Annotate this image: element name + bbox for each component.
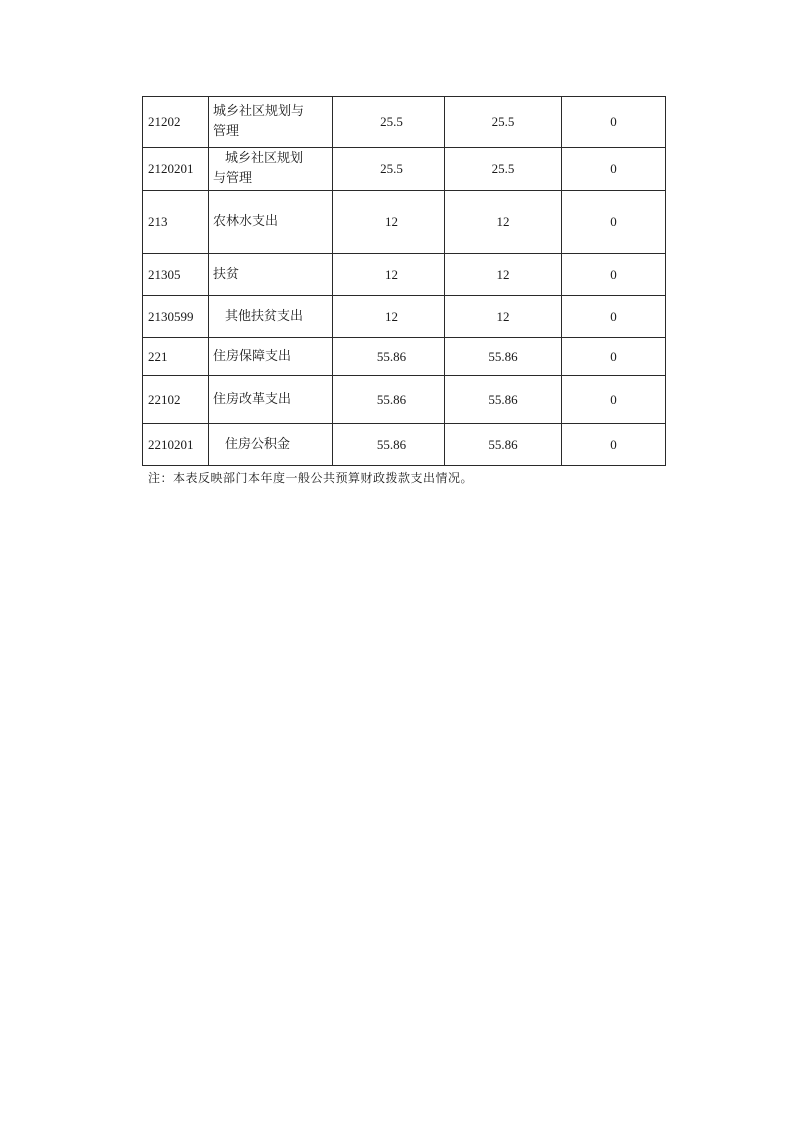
table-cell-basic: 12 [445,296,562,338]
table-row [143,148,666,191]
table-cell-code: 221 [143,338,209,376]
table-cell-total: 55.86 [333,338,445,376]
table-cell-basic: 12 [445,254,562,296]
table-row [143,338,666,376]
table-cell-project: 0 [562,424,666,466]
table-cell-total: 25.5 [333,148,445,191]
table-cell-code: 21202 [143,97,209,148]
table-cell-total: 12 [333,296,445,338]
table-cell-code: 22102 [143,376,209,424]
table-cell-basic: 12 [445,191,562,254]
table-row [143,191,666,254]
expenditure-table [142,96,666,466]
table-cell-basic: 25.5 [445,97,562,148]
table-cell-project: 0 [562,376,666,424]
table-cell-name: 其他扶贫支出 [209,296,333,338]
table-cell-basic: 25.5 [445,148,562,191]
table-cell-project: 0 [562,338,666,376]
table-cell-name: 农林水支出 [209,191,333,254]
table-cell-code: 213 [143,191,209,254]
table-cell-name [209,97,333,148]
table-cell-total: 12 [333,254,445,296]
table-cell-code: 2210201 [143,424,209,466]
table-cell-total: 55.86 [333,376,445,424]
table-row [143,424,666,466]
table-cell-project: 0 [562,254,666,296]
table-cell-code: 2130599 [143,296,209,338]
table-cell-project: 0 [562,296,666,338]
table-row [143,254,666,296]
name-line: 城乡社区规划与 [213,104,305,119]
table-cell-project: 0 [562,191,666,254]
table-cell-project: 0 [562,148,666,191]
table-cell-project: 0 [562,97,666,148]
table-cell-basic: 55.86 [445,424,562,466]
table-footnote: 注：本表反映部门本年度一般公共预算财政拨款支出情况。 [148,471,474,485]
table-row [143,376,666,424]
table-cell-code: 21305 [143,254,209,296]
table-cell-name: 扶贫 [209,254,333,296]
table-cell-name: 住房保障支出 [209,338,333,376]
table-cell-name [209,148,333,191]
name-line: 管理 [213,124,240,139]
name-line: 与管理 [213,171,253,186]
table-row [143,97,666,148]
table-cell-total: 55.86 [333,424,445,466]
table-cell-code: 2120201 [143,148,209,191]
table-cell-basic: 55.86 [445,338,562,376]
name-line: 城乡社区规划 [225,151,304,166]
table-cell-basic: 55.86 [445,376,562,424]
table-cell-total: 25.5 [333,97,445,148]
table-cell-name: 住房改革支出 [209,376,333,424]
table-row [143,296,666,338]
table-cell-name: 住房公积金 [209,424,333,466]
table-cell-total: 12 [333,191,445,254]
